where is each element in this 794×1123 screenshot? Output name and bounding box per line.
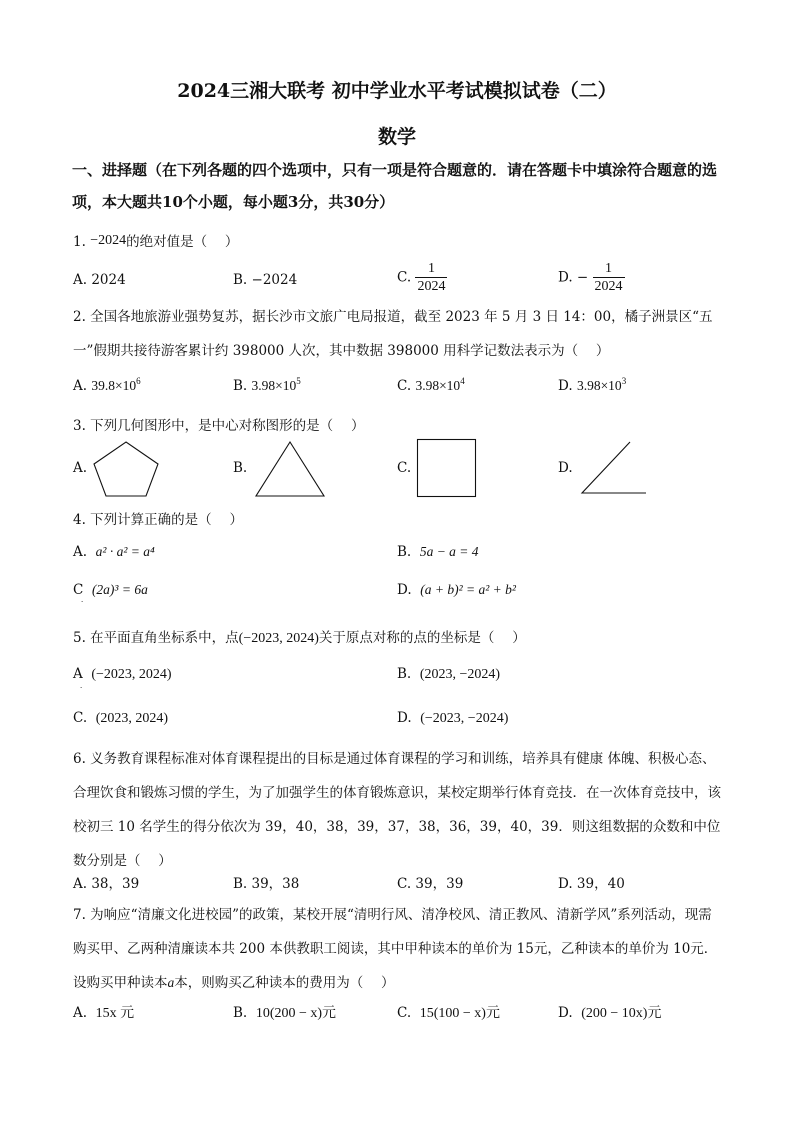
option-a (73, 376, 141, 394)
option-c: C. 39，39 (397, 876, 464, 892)
exponent: 4 (460, 376, 465, 386)
option-a (73, 666, 172, 683)
fraction (415, 260, 447, 295)
option-label: C. (73, 710, 88, 726)
math-expression: 15x 元 (95, 1006, 135, 1021)
option-c (397, 260, 447, 295)
option-c (397, 376, 465, 394)
option-label: B. (397, 666, 412, 682)
option-c (397, 1002, 500, 1022)
option-label: C. (397, 1005, 412, 1021)
question-stem: 本，则购买乙种读本的费用为（ ） (174, 975, 395, 991)
option-label: D. (397, 582, 412, 598)
option-d: D. (558, 460, 573, 476)
option-b: B. (233, 460, 248, 476)
math-expression: (−2023, −2024) (420, 711, 509, 726)
option-a (73, 1002, 134, 1022)
option-c: C. (397, 460, 412, 476)
pentagon-figure (92, 440, 162, 500)
exponent: 5 (296, 376, 301, 386)
option-label: C (73, 582, 84, 598)
math-expression (577, 378, 626, 393)
period-mark: · (80, 684, 83, 692)
option-d (558, 376, 626, 394)
option-label: C. (397, 378, 412, 394)
base: 3.98×10 (415, 378, 461, 393)
triangle-figure (254, 440, 328, 500)
math-expression: 5a − a = 4 (419, 544, 479, 559)
question-stem: 的绝对值是（ ） (126, 234, 239, 250)
math-expression: (−2023, 2024) (238, 631, 319, 646)
numerator: 1 (605, 261, 613, 276)
option-b (397, 544, 479, 560)
math-expression: −2024 (90, 233, 127, 248)
option-label: D. (397, 710, 412, 726)
option-label: B. (233, 1005, 248, 1021)
option-a: A. 38，39 (73, 876, 140, 892)
option-label: A (73, 666, 83, 682)
math-expression: (2a)³ = 6a (91, 582, 148, 597)
math-expression (415, 378, 464, 393)
question-stem: 5. 在平面直角坐标系中，点 (73, 630, 239, 646)
question-4: 4. 下列计算正确的是（ ） (73, 512, 243, 528)
question-2: 2. 全国各地旅游业强势复苏，据长沙市文旅广电局报道，截至 2023 年 5 月 3 日 14：00，橘子洲景区“五一”假期共接待游客累计约 398000 人次，其中数据 398000 用科学记数法表示为（ ） (73, 309, 713, 359)
question-6: 6. 义务教育课程标准对体育课程提出的目标是通过体育课程的学习和训练，培养具有健康 体魄、积极心态、合理饮食和锻炼习惯的学生，为了加强学生的体育锻炼意识，某校定期举行体育竞技．在一次体育竞技中，该校初三 10 名学生的得分依次为 39，40，38，39，37，38，36，39，40，39．则这组数据的众数和中位数分别是（ ） (73, 751, 721, 869)
option-label: A. (73, 1005, 88, 1021)
exponent: 3 (621, 376, 627, 386)
base: 3.98×10 (576, 378, 622, 393)
math-expression: 10(200 − x)元 (255, 1006, 337, 1021)
question-3: 3. 下列几何图形中，是中心对称图形的是（ ） (73, 418, 365, 434)
option-d: D. 39，40 (558, 876, 625, 892)
base: 39.8×10 (91, 378, 137, 393)
option-label: A. (73, 544, 88, 560)
option-label: C. (397, 269, 412, 286)
option-a: A. 2024 (73, 272, 126, 288)
question-7 (73, 898, 725, 1000)
option-b: B. 39，38 (233, 876, 300, 892)
fraction (593, 260, 625, 295)
option-c (73, 710, 168, 727)
square-figure (416, 438, 480, 500)
option-d (397, 710, 508, 727)
math-expression: (2023, 2024) (95, 711, 169, 726)
option-d (558, 260, 625, 295)
math-expression: (2023, −2024) (419, 667, 501, 682)
option-label: D. (558, 1005, 573, 1021)
page-title: 2024三湘大联考 初中学业水平考试模拟试卷（二） (177, 80, 617, 102)
denominator: 2024 (594, 279, 623, 294)
question-5 (73, 626, 526, 647)
numerator: 1 (427, 261, 435, 276)
exponent: 6 (136, 376, 141, 386)
period-mark: · (81, 598, 84, 606)
math-expression (252, 378, 301, 393)
option-b (397, 666, 500, 683)
question-1 (73, 230, 238, 250)
question-stem: 7. 为响应“清廉文化进校园”的政策，某校开展“清明行风、清净校风、清正教风、清新学风”系列活动，现需购买甲、乙两种清廉读本共 200 本供教职工阅读，其中甲种读本的单价为 15元，乙种读本的单价为 10元．设购买甲种读本 (73, 907, 718, 991)
option-a: A. (73, 460, 88, 476)
question-stem: 关于原点对称的点的坐标是（ ） (318, 630, 526, 646)
angle-figure (580, 440, 650, 500)
section-heading: 一、进择题（在下列各题的四个选项中，只有一项是符合题意的．请在答题卡中填涂符合题意的选项，本大题共10个小题，每小题3分，共30分） (72, 161, 718, 211)
option-d (558, 1002, 661, 1022)
option-c (73, 582, 148, 598)
option-label: D. (558, 378, 573, 394)
base: 3.98×10 (251, 378, 297, 393)
option-b (233, 376, 301, 394)
option-d (397, 582, 516, 598)
question-number: 1. (73, 234, 86, 250)
option-label: D. − (558, 269, 589, 286)
math-expression: (200 − 10x)元 (581, 1006, 662, 1021)
math-expression: 15(100 − x)元 (419, 1006, 500, 1021)
option-a (73, 544, 155, 560)
math-expression: (−2023, 2024) (91, 667, 172, 682)
option-label: A. (73, 378, 88, 394)
option-b (233, 1002, 336, 1022)
math-expression: a² · a² = a⁴ (95, 544, 155, 559)
math-variable: a (167, 975, 175, 990)
math-expression (91, 378, 140, 393)
math-expression: (a + b)² = a² + b² (420, 582, 516, 597)
option-b: B. −2024 (233, 272, 298, 288)
option-label: B. (397, 544, 412, 560)
subject-title: 数学 (377, 126, 416, 148)
option-label: B. (233, 378, 248, 394)
denominator: 2024 (417, 279, 446, 294)
